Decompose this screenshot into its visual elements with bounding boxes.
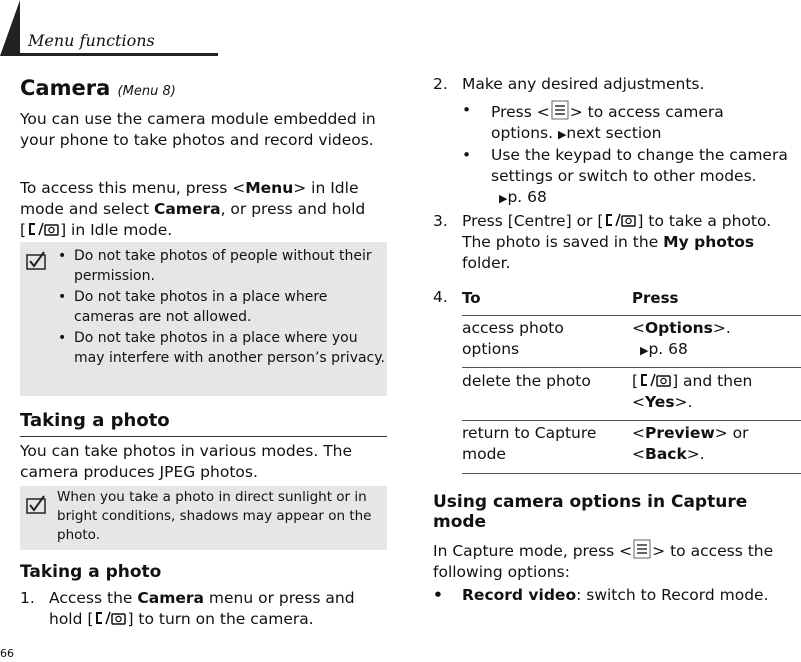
table-cell-press: <Options>. ▶p. 68: [632, 319, 731, 358]
table-header-press: Press: [632, 289, 679, 307]
note-text: When you take a photo in direct sunlight or in bright conditions, shadows may appear on the photo.: [57, 489, 372, 543]
header-bar: [0, 0, 22, 58]
table-cell-to: delete the photo: [462, 372, 591, 390]
step-1-text: Access the Camera menu or press and hold [ ] to turn on the camera.: [49, 589, 355, 628]
table-rule: [462, 367, 801, 368]
table-rule: [462, 473, 801, 474]
note-item: • Do not take photos in a place where cameras are not allowed.: [56, 287, 386, 327]
camera-key-icon: [638, 371, 672, 389]
table-cell-press: <Preview> or <Back>.: [632, 424, 749, 463]
header-rule: [18, 53, 218, 56]
section-heading-taking-photo: Taking a photo: [20, 410, 170, 431]
step-number: 4.: [433, 288, 448, 306]
camera-key-icon: [26, 220, 60, 238]
note-box-privacy: [20, 242, 387, 396]
camera-title: Camera (Menu 8): [20, 76, 176, 100]
checkmark-note-icon: [24, 246, 50, 272]
camera-access-text: To access this menu, press <Menu> in Idle mode and select Camera, or press and hold [ ] in Idle mode.: [20, 179, 366, 239]
step-number: 1.: [20, 589, 35, 607]
taking-photo-desc: You can take photos in various modes. The camera produces JPEG photos.: [20, 442, 353, 481]
bullet-press-options: Press < > to access camera options. ▶next section: [491, 100, 796, 145]
step-number: 2.: [433, 75, 448, 93]
table-cell-press: [ ] and then <Yes>.: [632, 372, 753, 411]
camera-options-intro: In Capture mode, press < > to access the following options:: [433, 539, 801, 583]
arrow-right-icon: ▶: [499, 192, 508, 205]
table-rule: [462, 315, 801, 316]
note-box-sunlight: [20, 486, 387, 550]
camera-key-icon: [93, 609, 127, 627]
step-number: 3.: [433, 212, 448, 230]
table-rule: [462, 420, 801, 421]
menu-softkey-icon: [550, 100, 570, 120]
note-item: • Do not take photos in a place where you may interfere with another person’s privacy.: [56, 328, 386, 368]
bullet: •: [433, 586, 443, 604]
bullet-keypad: Use the keypad to change the camera settings or switch to other modes. ▶p. 68: [491, 146, 788, 206]
camera-key-icon: [603, 211, 637, 229]
page-number: 66: [0, 647, 14, 660]
table-cell-to: return to Capture mode: [462, 424, 597, 463]
bullet: •: [462, 146, 472, 164]
step-3-text: Press [Centre] or [ ] to take a photo. The photo is saved in the My photos folder.: [462, 212, 772, 272]
note-item: • Do not take photos of people without their permission.: [56, 246, 386, 286]
table-cell-to: access photo options: [462, 319, 564, 358]
subheading-taking-photo: Taking a photo: [20, 562, 162, 582]
section-rule: [20, 436, 387, 437]
arrow-right-icon: ▶: [640, 344, 649, 357]
arrow-right-icon: ▶: [557, 128, 567, 141]
menu-softkey-icon: [632, 539, 652, 559]
bullet: •: [462, 101, 472, 119]
option-record-video: Record video: switch to Record mode.: [462, 586, 769, 604]
step-2-text: Make any desired adjustments.: [462, 75, 705, 93]
header-title: Menu functions: [28, 31, 155, 50]
subheading-camera-options: Using camera options in Capture mode: [433, 492, 748, 532]
camera-intro: You can use the camera module embedded in your phone to take photos and record videos.: [20, 110, 376, 149]
table-header-to: To: [462, 289, 481, 307]
checkmark-note-icon: [24, 490, 50, 516]
